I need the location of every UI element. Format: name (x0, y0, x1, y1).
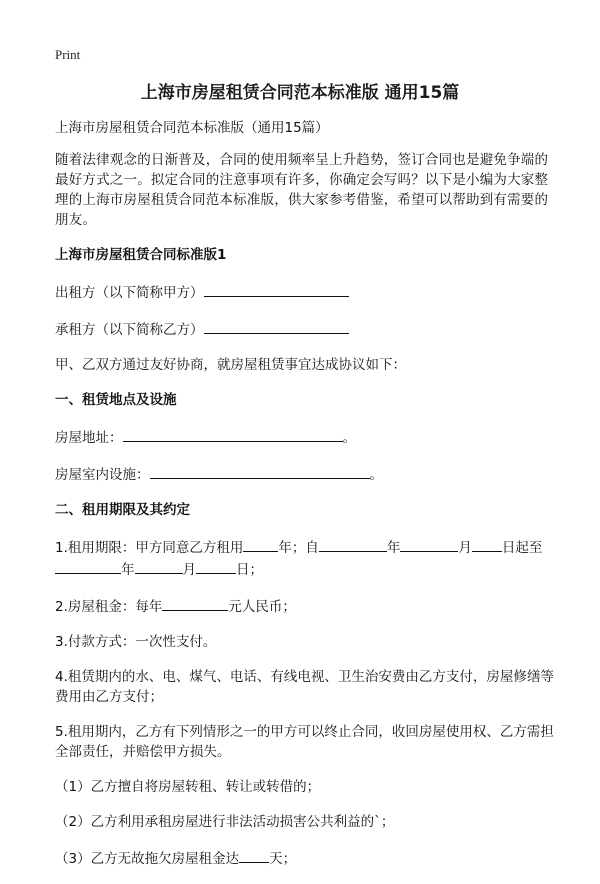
lessor-line (55, 281, 555, 303)
intro-paragraph: 随着法律观念的日渐普及，合同的使用频率呈上升趋势，签订合同也是避免争端的最好方式之一。拟定合同的注意事项有许多，你确定会写吗？以下是小编为大家整理的上海市房屋租赁合同范本标准版，供大家参考借鉴，希望可以帮助到有需要的朋友。 (55, 152, 549, 228)
address-period: 。 (342, 430, 356, 446)
term-text-8: 日； (236, 562, 263, 578)
term-text-1: 1.租用期限：甲方同意乙方租用 (55, 540, 244, 556)
end-day-blank (196, 558, 236, 574)
facilities-line (55, 463, 555, 485)
list-item: （2）乙方利用承租房屋进行非法活动损害公共利益的`； (55, 814, 395, 830)
start-day-blank (472, 536, 502, 552)
facilities-period: 。 (369, 467, 383, 483)
address-label: 房屋地址： (55, 430, 123, 446)
document-body (55, 118, 555, 884)
term-text-7: 月 (182, 562, 196, 578)
rent-clause (55, 595, 555, 617)
list-item: （1）乙方擅自将房屋转租、转让或转借的； (55, 779, 321, 795)
termination-clause: 5.租用期内，乙方有下列情形之一的甲方可以终止合同，收回房屋使用权、乙方需担全部责任，并赔偿甲方损失。 (55, 724, 554, 760)
address-line (55, 426, 555, 448)
list-item (55, 847, 555, 869)
page-title: 上海市房屋租赁合同范本标准版 通用15篇 (140, 83, 460, 103)
lessor-label: 出租方（以下简称甲方） (55, 285, 204, 301)
item3-text-2: 天； (269, 851, 297, 867)
agreement-text: 甲、乙双方通过友好协商，就房屋租赁事宜达成协议如下： (55, 357, 406, 373)
end-year-blank (55, 558, 121, 574)
contract-title: 上海市房屋租赁合同标准版1 (55, 247, 227, 263)
start-year-blank (319, 536, 387, 552)
term-clause (55, 536, 555, 580)
section1-heading: 一、租赁地点及设施 (55, 392, 177, 408)
term-text-2: 年；自 (278, 540, 319, 556)
lessee-label: 承租方（以下简称乙方） (55, 322, 204, 338)
address-blank (123, 426, 343, 442)
arrears-days-blank (239, 847, 269, 863)
rent-text-1: 2.房屋租金：每年 (55, 599, 163, 615)
term-text-5: 日起至 (501, 540, 543, 556)
rent-text-2: 元人民币； (228, 599, 296, 615)
term-years-blank (243, 536, 278, 552)
lessee-line (55, 318, 555, 340)
start-month-blank (400, 536, 458, 552)
section2-heading: 二、租用期限及其约定 (55, 502, 190, 518)
lessee-blank (204, 318, 349, 334)
facilities-blank (150, 463, 370, 479)
payment-clause: 3.付款方式：一次性支付。 (55, 634, 217, 650)
term-text-4: 月 (458, 540, 472, 556)
end-month-blank (135, 558, 183, 574)
print-link[interactable]: Print (55, 47, 81, 62)
lessor-blank (204, 281, 349, 297)
term-text-3: 年 (386, 540, 401, 556)
utilities-clause: 4.租赁期内的水、电、煤气、电话、有线电视、卫生治安费由乙方支付，房屋修缮等费用由乙方支付； (55, 669, 554, 705)
document-subtitle: 上海市房屋租赁合同范本标准版（通用15篇） (55, 120, 329, 136)
facilities-label: 房屋室内设施： (55, 467, 150, 483)
item3-text-1: （3）乙方无故拖欠房屋租金达 (55, 851, 240, 867)
term-text-6: 年 (121, 562, 135, 578)
rent-amount-blank (162, 595, 228, 611)
